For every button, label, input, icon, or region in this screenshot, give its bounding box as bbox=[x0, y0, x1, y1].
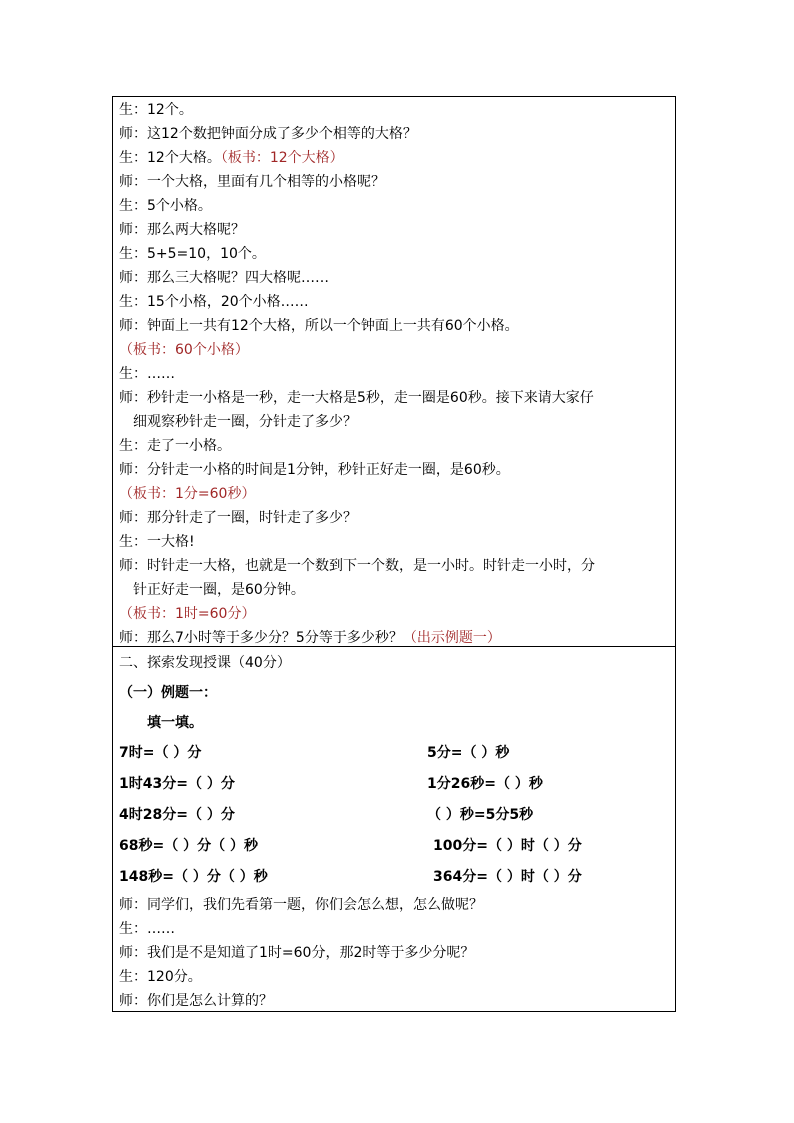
dialogue-text: 师：一个大格，里面有几个相等的小格呢？ bbox=[119, 174, 385, 190]
dialogue-text: 生：一大格! bbox=[119, 534, 195, 550]
dialogue-text: 生：5个小格。 bbox=[119, 198, 212, 214]
dialogue-line bbox=[119, 338, 675, 362]
lesson-table bbox=[112, 96, 676, 1012]
dialogue-text: 师：那么两大格呢？ bbox=[119, 222, 245, 238]
board-note: （板书：12个大格） bbox=[220, 150, 344, 166]
dialogue-line bbox=[119, 602, 675, 626]
exercise-left: 4时28分=（ ）分 bbox=[119, 807, 235, 823]
exercise-right: 1分26秒=（ ）秒 bbox=[427, 776, 543, 792]
exercise-left: 148秒=（ ）分（ ）秒 bbox=[119, 869, 268, 885]
section-title: 二、探索发现授课（40分） bbox=[119, 655, 291, 671]
dialogue-text: 生：5+5=10，10个。 bbox=[119, 246, 266, 262]
exercise-left: 7时=（ ）分 bbox=[119, 745, 202, 761]
dialogue-text: 师：那分针走了一圈，时针走了多少？ bbox=[119, 510, 357, 526]
dialogue-text: 师：那么三大格呢？四大格呢…… bbox=[119, 270, 329, 286]
exercise-row bbox=[119, 800, 675, 831]
dialogue-line: 师：我们是不是知道了1时=60分，那2时等于多少分呢？ bbox=[119, 945, 475, 961]
example-heading: （一）例题一： bbox=[119, 685, 217, 701]
exercise-right: 5分=（ ）秒 bbox=[427, 745, 510, 761]
dialogue-line bbox=[119, 194, 675, 218]
dialogue-lines bbox=[119, 98, 675, 650]
dialogue-line bbox=[119, 530, 675, 554]
board-note: （出示例题一） bbox=[402, 630, 501, 646]
exercise-right: 364分=（ ）时（ ）分 bbox=[433, 869, 582, 885]
dialogue-line bbox=[119, 434, 675, 458]
dialogue-text: 针正好走一圈，是60分钟。 bbox=[133, 582, 305, 598]
dialogue-line bbox=[119, 218, 675, 242]
dialogue-line bbox=[119, 122, 675, 146]
dialogue-line bbox=[119, 314, 675, 338]
dialogue-line bbox=[119, 554, 675, 578]
example-instruction: 填一填。 bbox=[147, 715, 203, 731]
dialogue-line: 师：同学们，我们先看第一题，你们会怎么想，怎么做呢？ bbox=[119, 897, 483, 913]
dialogue-line bbox=[119, 98, 675, 122]
dialogue-line bbox=[119, 170, 675, 194]
dialogue-text: 生：走了一小格。 bbox=[119, 438, 231, 454]
dialogue-text: 师：这12个数把钟面分成了多少个相等的大格？ bbox=[119, 126, 417, 142]
dialogue-line bbox=[119, 458, 675, 482]
dialogue-line bbox=[119, 290, 675, 314]
dialogue-cell-2 bbox=[113, 647, 675, 1011]
dialogue-line bbox=[119, 482, 675, 506]
dialogue-text: 细观察秒针走一圈，分针走了多少？ bbox=[133, 414, 357, 430]
dialogue-line bbox=[119, 362, 675, 386]
dialogue-line bbox=[119, 578, 675, 602]
dialogue-line bbox=[119, 386, 675, 410]
exercise-row bbox=[119, 738, 675, 769]
dialogue-line bbox=[119, 266, 675, 290]
board-note: （板书：1时=60分） bbox=[119, 606, 256, 622]
dialogue-text: 师：钟面上一共有12个大格，所以一个钟面上一共有60个小格。 bbox=[119, 318, 519, 334]
dialogue-text: 师：时针走一大格，也就是一个数到下一个数，是一小时。时针走一小时，分 bbox=[119, 558, 595, 574]
dialogue-line bbox=[119, 146, 675, 170]
dialogue-line bbox=[119, 242, 675, 266]
dialogue-line: 生：120分。 bbox=[119, 969, 202, 985]
board-note: （板书：1分=60秒） bbox=[119, 486, 256, 502]
exercise-right: （ ）秒=5分5秒 bbox=[427, 807, 534, 823]
dialogue-cell-1 bbox=[113, 97, 675, 647]
dialogue-line bbox=[119, 506, 675, 530]
dialogue-line: 生：…… bbox=[119, 921, 175, 937]
exercise-left: 68秒=（ ）分（ ）秒 bbox=[119, 838, 258, 854]
dialogue-text: 生：15个小格，20个小格…… bbox=[119, 294, 309, 310]
dialogue-line: 师：你们是怎么计算的？ bbox=[119, 993, 273, 1009]
dialogue-text: 生：12个。 bbox=[119, 102, 193, 118]
exercise-grid bbox=[119, 738, 675, 893]
exercise-row bbox=[119, 831, 675, 862]
exercise-left: 1时43分=（ ）分 bbox=[119, 776, 235, 792]
exercise-row bbox=[119, 862, 675, 893]
dialogue-line bbox=[119, 410, 675, 434]
dialogue-text: 师：那么7小时等于多少分？5分等于多少秒？ bbox=[119, 630, 403, 646]
dialogue-text: 生：…… bbox=[119, 366, 175, 382]
dialogue-text: 师：秒针走一小格是一秒，走一大格是5秒，走一圈是60秒。接下来请大家仔 bbox=[119, 390, 594, 406]
dialogue-text: 师：分针走一小格的时间是1分钟，秒针正好走一圈，是60秒。 bbox=[119, 462, 510, 478]
exercise-right: 100分=（ ）时（ ）分 bbox=[433, 838, 582, 854]
dialogue-text: 生：12个大格。 bbox=[119, 150, 221, 166]
board-note: （板书：60个小格） bbox=[119, 342, 249, 358]
exercise-row bbox=[119, 769, 675, 800]
